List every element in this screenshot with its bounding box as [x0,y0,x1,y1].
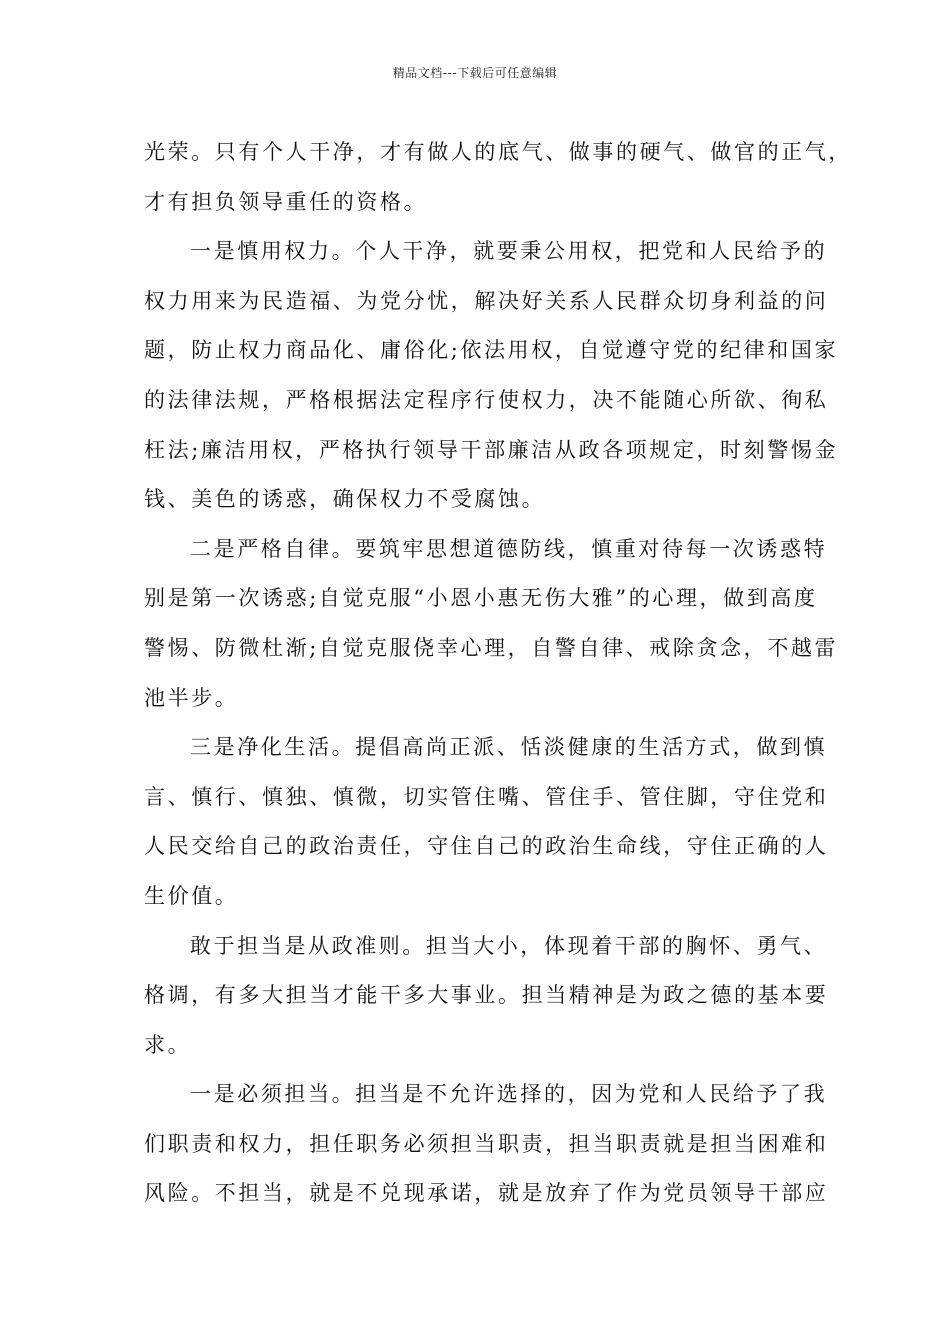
text-line: 别是第一次诱惑;自觉克服“小恩小惠无伤大雅”的心理，做到高度 [144,586,818,611]
text-line: 枉法;廉洁用权，严格执行领导干部廉洁从政各项规定，时刻警惕金 [144,437,839,462]
text-line: 风险。不担当，就是不兑现承诺，就是放弃了作为党员领导干部应 [144,1181,829,1206]
paragraph-first-line: 一是必须担当。担当是不允许选择的，因为党和人民给予了我 [190,1082,828,1107]
text-line: 池半步。 [144,685,239,710]
paragraph-first-line: 三是净化生活。提倡高尚正派、恬淡健康的生活方式，做到慎 [190,735,828,760]
text-line: 才有担负领导重任的资格。 [144,189,428,214]
text-line: 格调，有多大担当才能干多大事业。担当精神是为政之德的基本要 [144,983,829,1008]
text-line: 题，防止权力商品化、庸俗化;依法用权，自觉遵守党的纪律和国家 [144,338,839,363]
text-line: 言、慎行、慎独、慎微，切实管住嘴、管住手、管住脚，守住党和 [144,784,829,809]
text-line: 的法律法规，严格根据法定程序行使权力，决不能随心所欲、徇私 [144,387,829,412]
paragraph-first-line: 二是严格自律。要筑牢思想道德防线，慎重对待每一次诱惑特 [190,536,828,561]
page-header: 精品文档---下载后可任意编辑 [392,66,558,80]
text-line: 警惕、防微杜渐;自觉克服侥幸心理，自警自律、戒除贪念，不越雷 [144,635,839,660]
paragraph-first-line: 敢于担当是从政准则。担当大小，体现着干部的胸怀、勇气、 [190,933,828,958]
text-line: 求。 [144,1032,192,1057]
text-line: 人民交给自己的政治责任，守住自己的政治生命线，守住正确的人 [144,834,829,859]
text-line: 生价值。 [144,883,239,908]
text-line: 光荣。只有个人干净，才有做人的底气、做事的硬气、做官的正气， [144,140,852,164]
text-line: 钱、美色的诱惑，确保权力不受腐蚀。 [144,487,546,512]
paragraph-first-line: 一是慎用权力。个人干净，就要秉公用权，把党和人民给予的 [190,239,828,264]
text-line: 们职责和权力，担任职务必须担当职责，担当职责就是担当困难和 [144,1131,829,1156]
text-line: 权力用来为民造福、为党分忧，解决好关系人民群众切身利益的问 [144,288,829,313]
document-body [144,128,852,1219]
